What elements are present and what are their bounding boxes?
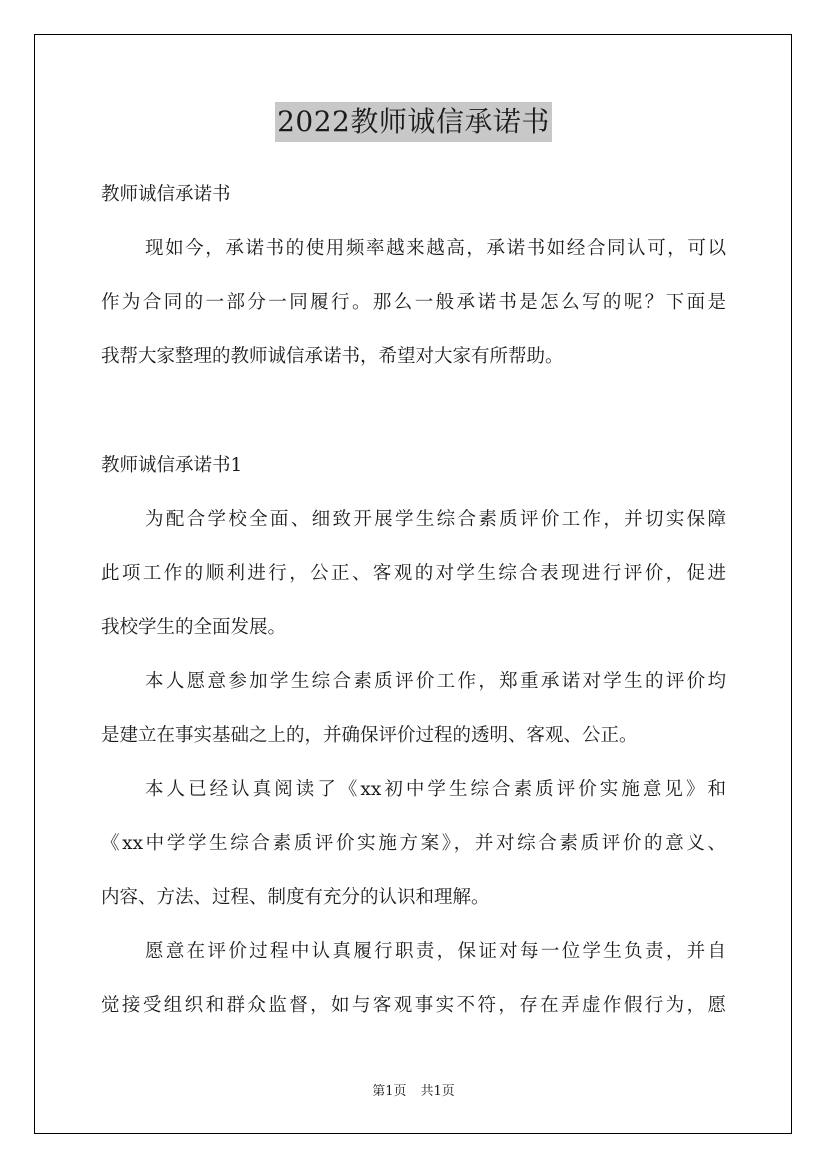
- paragraph-line: 本人已经认真阅读了《xx初中学生综合素质评价实施意见》和: [145, 779, 726, 800]
- document-title-text: 2022教师诚信承诺书: [275, 102, 552, 142]
- page-number: 第1页: [372, 1084, 407, 1099]
- paragraph-3: [101, 763, 726, 925]
- paragraph-line: 我帮大家整理的教师诚信承诺书，希望对大家有所帮助。: [101, 346, 564, 367]
- paragraph-line: 是建立在事实基础之上的，并确保评价过程的透明、客观、公正。: [101, 725, 638, 746]
- paragraph-line: 作为合同的一部分一同履行。那么一般承诺书是怎么写的呢？下面是: [101, 292, 726, 313]
- page-total: 共1页: [420, 1084, 455, 1099]
- document-heading: 教师诚信承诺书: [101, 184, 231, 205]
- paragraph-line: 为配合学校全面、细致开展学生综合素质评价工作，并切实保障: [145, 509, 726, 530]
- paragraph-line: 《xx中学学生综合素质评价实施方案》，并对综合素质评价的意义、: [101, 833, 726, 854]
- document-title: [0, 101, 827, 142]
- section-heading: 教师诚信承诺书1: [101, 455, 243, 476]
- paragraph-line: 觉接受组织和群众监督，如与客观事实不符，存在弄虚作假行为，愿: [101, 995, 726, 1016]
- paragraph-line: 本人愿意参加学生综合素质评价工作，郑重承诺对学生的评价均: [145, 671, 726, 692]
- intro-paragraph: [101, 222, 726, 384]
- paragraph-2: [101, 655, 726, 763]
- paragraph-line: 愿意在评价过程中认真履行职责，保证对每一位学生负责，并自: [145, 941, 726, 962]
- page-footer: [0, 1084, 827, 1100]
- paragraph-spacer: [101, 384, 726, 439]
- paragraph-line: 现如今，承诺书的使用频率越来越高，承诺书如经合同认可，可以: [145, 238, 726, 259]
- document-body: [101, 168, 726, 1033]
- paragraph-line: 内容、方法、过程、制度有充分的认识和理解。: [101, 887, 490, 908]
- paragraph-line: 此项工作的顺利进行，公正、客观的对学生综合表现进行评价，促进: [101, 563, 726, 584]
- paragraph-line: 我校学生的全面发展。: [101, 617, 287, 638]
- paragraph-4: [101, 925, 726, 1033]
- paragraph-1: [101, 493, 726, 655]
